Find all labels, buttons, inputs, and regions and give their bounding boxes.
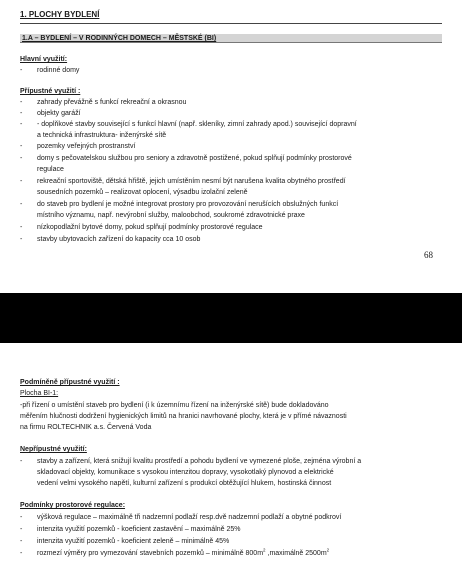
bullet-dash: - <box>20 550 23 557</box>
conditional-line-2: měřením hlučnosti dodržení hygienických limitů na hranici navrhované plochy, která je v přímé návaznosti <box>20 413 347 420</box>
page-gap <box>0 293 462 343</box>
bullet-dash: - <box>20 99 23 106</box>
permitted-item-4: pozemky veřejných prostranství <box>37 143 136 150</box>
permitted-item-6-line-2: sousedních pozemků – realizovat oplocení, výsadbu izolační zeleně <box>37 189 248 196</box>
main-use-heading: Hlavní využití: <box>20 56 68 63</box>
spatial-item-4 <box>37 547 330 557</box>
subsection-title: 1.A – BYDLENÍ – V RODINNÝCH DOMECH – MĚSTSKÉ (BI) <box>22 35 217 42</box>
bullet-dash: - <box>20 143 23 150</box>
bullet-dash: - <box>20 201 23 208</box>
permitted-item-9: stavby ubytovacích zařízení do kapacity cca 10 osob <box>37 236 201 243</box>
spatial-item-3: intenzita využití pozemků - koeficient zeleně – minimálně 45% <box>37 538 230 545</box>
conditional-use-label: Plocha BI-1: <box>20 390 59 397</box>
bullet-dash: - <box>20 538 23 545</box>
prohibited-line-1: stavby a zařízení, která snižují kvalitu prostředí a pohodu bydlení ve vymezené ploše, zejména výrobní a <box>37 458 362 465</box>
permitted-item-5-line-1: domy s pečovatelskou službou pro seniory a zdravotně postižené, pokud splňují podmínky prostorové <box>37 155 352 162</box>
permitted-use-heading: Přípustné využití : <box>20 88 81 95</box>
document-page-bottom <box>0 343 462 582</box>
prohibited-use-heading: Nepřípustné využití: <box>20 446 87 453</box>
bullet-dash: - <box>20 224 23 231</box>
permitted-item-7-line-1: do staveb pro bydlení je možné integrovat prostory pro provozování nerušících obslužných funkcí <box>37 201 339 208</box>
permitted-item-8: nízkopodlažní bytové domy, pokud splňují podmínky prostorové regulace <box>37 224 263 231</box>
prohibited-line-2: skladovací objekty, komunikace s vysokou intenzitou dopravy, vysokotlaký plynovod a elektrické <box>37 469 334 476</box>
permitted-item-6-line-1: rekreační sportoviště, dětská hřiště, jejich umístěním nesmí být narušena kvalita obytného prostředí <box>37 178 346 185</box>
permitted-item-1: zahrady převážně s funkcí rekreační a okrasnou <box>37 99 187 106</box>
section-rule <box>20 23 442 24</box>
prohibited-line-3: vedení velmi vysokého napětí, kulturní zařízení s produkcí obtěžující hlukem, hostinská činnost <box>37 480 332 487</box>
spatial-regulation-heading: Podmínky prostorové regulace: <box>20 502 126 509</box>
section-title: 1. PLOCHY BYDLENÍ <box>20 10 100 19</box>
bullet-dash: - <box>20 121 23 128</box>
bullet-dash: - <box>20 526 23 533</box>
permitted-item-5-line-2: regulace <box>37 166 64 173</box>
bullet-dash: - <box>20 514 23 521</box>
permitted-item-3-line-2: a technická infrastruktura- inženýrské sítě <box>37 132 167 139</box>
conditional-line-3: na firmu ROLTECHNIK a.s. Červená Voda <box>20 424 152 431</box>
spatial-item-2: intenzita využití pozemků - koeficient zastavění – maximálně 25% <box>37 526 241 533</box>
spatial-item-4-text: rozmezí výměry pro vymezování stavebních pozemků – minimálně 800m <box>37 550 264 557</box>
bullet-dash: - <box>20 236 23 243</box>
spatial-item-4-text-2: ,maximálně 2500m <box>265 550 327 557</box>
superscript-2b: 2 <box>326 547 330 553</box>
permitted-item-3-line-1: - doplňkové stavby související s funkcí hlavní (např. skleníky, zimní zahrady apod.) související dopravní <box>37 121 357 128</box>
bullet-dash: - <box>20 178 23 185</box>
bullet-dash: - <box>20 110 23 117</box>
bullet-dash: - <box>20 67 23 74</box>
main-use-item: rodinné domy <box>37 67 80 74</box>
permitted-item-7-line-2: místního významu, např. nevýrobní služby, maloobchod, soukromé zdravotnické praxe <box>37 212 305 219</box>
bullet-dash: - <box>20 155 23 162</box>
conditional-line-1: -při řízení o umístění staveb pro bydlení (i k územnímu řízení na inženýrské sítě) bude dokladováno <box>20 402 329 409</box>
page-number: 68 <box>424 250 433 260</box>
conditional-use-heading: Podmíněně přípustné využití : <box>20 379 120 386</box>
bullet-dash: - <box>20 458 23 465</box>
superscript-2: 2 <box>263 547 266 553</box>
spatial-item-1: výšková regulace – maximálně tři nadzemní podlaží resp.dvě nadzemní podlaží a obytné podkroví <box>37 514 342 521</box>
permitted-item-2: objekty garáží <box>37 110 81 117</box>
